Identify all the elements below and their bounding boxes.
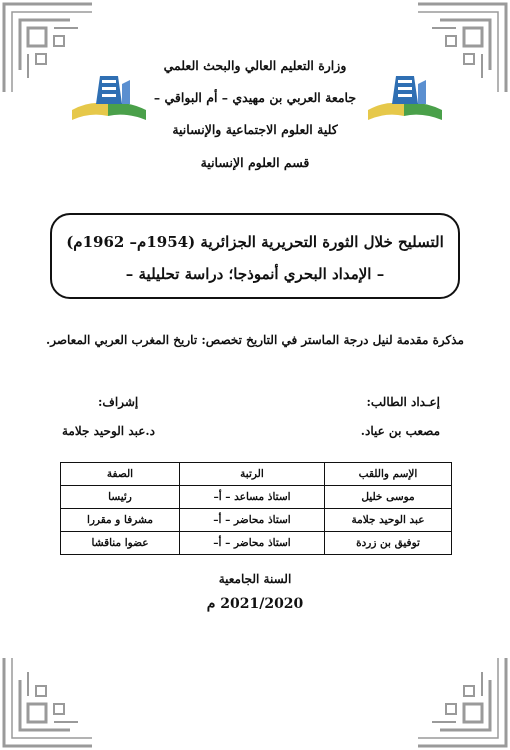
member-name: موسى خليل bbox=[325, 486, 452, 509]
member-name: توفيق بن زردة bbox=[325, 532, 452, 555]
table-row bbox=[61, 532, 452, 555]
faculty-name: كلية العلوم الاجتماعية والإنسانية bbox=[172, 122, 338, 137]
thesis-title-box bbox=[50, 213, 460, 299]
table-header-row bbox=[61, 463, 452, 486]
corner-ornament-bottom-right bbox=[415, 655, 510, 750]
column-header-rank: الرتبة bbox=[180, 463, 325, 486]
member-name: عبد الوحيد جلامة bbox=[325, 509, 452, 532]
member-rank: استاذ محاضر – أ– bbox=[180, 509, 325, 532]
supervisor-label: إشراف: bbox=[98, 395, 139, 409]
member-role: رئيسا bbox=[61, 486, 180, 509]
member-rank: استاذ محاضر – أ– bbox=[180, 532, 325, 555]
member-role: مشرفا و مقررا bbox=[61, 509, 180, 532]
academic-year-label: السنة الجامعية bbox=[218, 572, 292, 586]
department-name: قسم العلوم الإنسانية bbox=[200, 155, 310, 170]
university-logo-right bbox=[366, 70, 444, 122]
thesis-title-line2: – الإمداد البحري أنموذجا؛ دراسة تحليلية – bbox=[125, 265, 385, 283]
table-row bbox=[61, 486, 452, 509]
member-role: عضوا مناقشا bbox=[61, 532, 180, 555]
corner-ornament-bottom-left bbox=[0, 655, 95, 750]
degree-note: مذكرة مقدمة لنيل درجة الماستر في التاريخ تخصص: تاريخ المغرب العربي المعاصر. bbox=[46, 333, 464, 347]
table-row bbox=[61, 509, 452, 532]
ministry-name: وزارة التعليم العالي والبحث العلمي bbox=[163, 58, 347, 73]
university-name: جامعة العربي بن مهيدي – أم البواقي – bbox=[153, 90, 357, 105]
academic-year: 2021/2020 م bbox=[206, 596, 304, 612]
university-logo-left bbox=[70, 70, 148, 122]
column-header-role: الصفة bbox=[61, 463, 180, 486]
thesis-title-line1: التسليح خلال الثورة التحريرية الجزائرية (1954م– 1962م) bbox=[66, 233, 444, 251]
committee-table bbox=[60, 462, 452, 555]
supervisor-name: د.عبد الوحيد جلامة bbox=[62, 424, 155, 438]
student-label: إعـداد الطالب: bbox=[366, 395, 440, 409]
column-header-name: الإسم واللقب bbox=[325, 463, 452, 486]
member-rank: استاذ مساعد – أ– bbox=[180, 486, 325, 509]
student-name: مصعب بن عياد. bbox=[360, 424, 440, 438]
